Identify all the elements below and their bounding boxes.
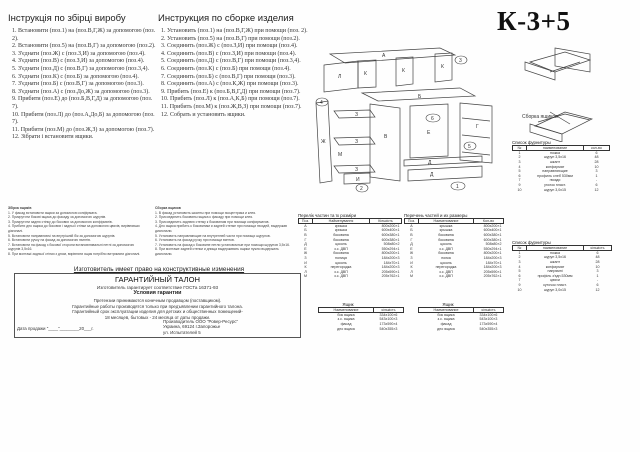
cell: 6	[596, 251, 599, 256]
cell: з.с. ящика	[337, 317, 355, 322]
warranty-title: ГАРАНТИЙНЫЙ ТАЛОН	[114, 275, 201, 284]
cell: 12	[594, 187, 599, 192]
cell: Е	[410, 246, 413, 251]
cell: Ж	[303, 251, 308, 256]
svg-text:В: В	[384, 134, 388, 140]
svg-text:Л: Л	[338, 74, 342, 80]
cell: 173х590×4	[479, 321, 498, 326]
sale-date: Дата продажи "____"________20___г.	[17, 326, 94, 331]
step: 5. З'єднати (поз.Д) с (поз.В,Г) за допомогою (поз.3,4).	[12, 65, 149, 72]
cell: 6	[595, 182, 598, 187]
col-header: Поз.	[299, 219, 313, 224]
step: 12. Зібрати і встановити ящики.	[12, 134, 94, 141]
cell: 334х100×6	[379, 313, 398, 318]
cell: боковина	[333, 237, 349, 242]
hardware-table	[512, 145, 610, 192]
instructions-ru	[158, 13, 308, 119]
cell: шуруп 3,5х16	[543, 255, 567, 260]
cell: 6	[595, 151, 598, 156]
cell: боковина	[438, 251, 454, 256]
cell: 184х200×3	[483, 265, 502, 270]
cell: 10	[517, 287, 522, 292]
col-header: Наименование	[419, 219, 474, 224]
parts-list-ru	[404, 213, 504, 279]
warranty-conditions	[15, 298, 300, 320]
svg-text:Е: Е	[427, 130, 431, 136]
cell: Е	[304, 246, 307, 251]
manufacturer-line: ул. Испытателей 5	[163, 329, 201, 335]
cell: 2	[518, 155, 521, 160]
cell: 5	[518, 169, 521, 174]
table-row	[319, 326, 404, 331]
cell: 800х200×1	[483, 224, 502, 229]
cell: 543х100×3	[479, 317, 498, 322]
cell: 205х590×1	[381, 269, 400, 274]
cell: 48	[595, 255, 600, 260]
drawer-parts-list-2	[418, 302, 504, 331]
cell: 5	[518, 269, 521, 274]
manufacturer-line: Производитель ООО "Ровер-Ресурс"	[163, 319, 239, 324]
drawer-parts-title: Ящик	[442, 302, 454, 307]
cell: Л	[304, 269, 307, 274]
hardware-table	[512, 245, 612, 292]
svg-text:Б: Б	[418, 94, 422, 100]
cell: 600х380×1	[381, 237, 400, 242]
cell: 10	[517, 187, 522, 192]
cell: шуруп 3,0х15	[543, 287, 567, 292]
cell: крышка	[439, 224, 453, 229]
step: 8. При монтажі задньої стінки з дном, вирівняти ящик потрібно витримати діагоналі.	[8, 251, 141, 256]
step: 9. Прибить (поз.Е) к (поз.Б,В,Г,Д) при помощи (поз.7).	[161, 88, 301, 95]
warranty-line: Гарантийные работы производятся только при предъявлении гарантийного талона.	[72, 303, 243, 309]
cell: 334х100×6	[479, 313, 498, 318]
step: 1. Встановити (поз.1) на (поз.В,Г,Ж) за допомогою (поз. 2).	[12, 28, 156, 42]
col-header: наименование	[527, 246, 584, 251]
step: 1. Установить (поз.1) на (поз.В,Г,Ж) при помощи (поз. 2).	[161, 28, 308, 34]
table-row	[513, 287, 612, 292]
cell: 540х355×3	[379, 326, 398, 331]
svg-text:3: 3	[459, 58, 462, 64]
drawer-diagram	[520, 42, 630, 152]
col-header: наименование	[527, 146, 584, 151]
drawer-assembly-ru-title: Сборка ящиков	[155, 206, 181, 210]
step: 2. Встановити (поз.5) на (поз.В,Г) за допомогою (поз.2).	[12, 43, 156, 50]
col-header: кількість	[474, 308, 504, 313]
cell: 540х355×3	[479, 326, 498, 331]
svg-text:М: М	[338, 152, 343, 158]
step: 2. Установить (поз.5) на (поз.В,Г) при помощи (поз.2).	[161, 35, 300, 42]
cell: З	[304, 255, 307, 260]
cell: уголок пласт.	[544, 182, 566, 187]
svg-text:З: З	[355, 167, 359, 173]
cell: цоколь	[335, 260, 347, 265]
cell: боковина	[333, 251, 349, 256]
cell: 1	[518, 251, 521, 256]
svg-text:Ж: Ж	[321, 139, 326, 145]
step: 5. Установить направляющие на внутренней части при помощи шурупов.	[155, 233, 271, 238]
cell: з.с. ДВП	[334, 269, 348, 274]
step: 2. Присоединить боковины ящика к фасаду при помощи клея.	[155, 215, 253, 220]
svg-text:1: 1	[456, 184, 459, 190]
cell: А	[410, 224, 413, 229]
step: 6. Соединить (поз.К) с (поз.Б) при помощи (поз.4).	[161, 65, 291, 72]
drawer-parts-list-1	[318, 302, 404, 331]
svg-text:6: 6	[431, 116, 434, 122]
cell: 3	[596, 269, 599, 274]
cell: 1	[595, 173, 598, 178]
cell: 6	[518, 173, 521, 178]
cell: 1	[518, 151, 521, 156]
cell: И	[304, 260, 307, 265]
step: 8. Соединить (поз.А) с (поз.К,Ж) при помощи (поз.3).	[161, 81, 299, 88]
cell: 184х200×3	[483, 255, 502, 260]
step: 9. Прибити (поз.Е) до (поз.Б,В,Г,Д) за допомогою (поз. 7).	[12, 96, 153, 110]
step: 4. Дно ящика прибить к боковинам и задней стенке при помощи гвоздей, выдержав диагонали.	[155, 224, 287, 233]
cell: 205х590×1	[483, 269, 502, 274]
drawer-parts-title: Ящик	[342, 302, 354, 307]
cell: конфирмат	[545, 264, 565, 269]
cell: дно ящика	[337, 326, 355, 331]
hardware-list-2	[512, 240, 612, 292]
cell: 4	[518, 264, 521, 269]
cell: 600х400×1	[483, 228, 502, 233]
cell: 6	[518, 273, 521, 278]
cell: 600х400×1	[381, 228, 400, 233]
step: 5. Встановити направляючі на внутрішній бік за допомогою шурупів.	[8, 233, 116, 238]
cell: 800х200×1	[381, 251, 400, 256]
instructions-ua	[8, 13, 158, 142]
cell: цвяхи	[550, 278, 560, 283]
table-row	[405, 274, 504, 279]
step: 11. Прибити (поз.М) до (поз.Ж,З) за допомогою (поз.7).	[12, 126, 155, 133]
instructions-ua-title: Інструкція по збірці виробу	[8, 13, 126, 24]
table-row	[419, 326, 504, 331]
drawer-assembly-caption: Сборка ящиков	[522, 114, 558, 120]
step: 7. Соединить (поз.Б) с (поз.В,Г) при помощи (поз.3).	[161, 73, 296, 80]
svg-text:И: И	[356, 177, 360, 183]
cell: 543х100×3	[379, 317, 398, 322]
cell: 800х200×1	[381, 224, 400, 229]
cell: 3	[518, 159, 521, 164]
warranty-card	[14, 273, 301, 338]
cell: М	[304, 274, 307, 279]
cell: 600х380×1	[483, 232, 502, 237]
step: 3. З'єднати (поз.Ж) с (поз.З,И) за допомогою (поз.4).	[12, 50, 146, 57]
cell: напрямні	[547, 269, 563, 274]
cell: кришка	[334, 228, 348, 233]
svg-text:А: А	[382, 53, 386, 59]
svg-text:З: З	[355, 139, 359, 145]
col-header: кол-во	[584, 146, 610, 151]
cell: 10	[594, 164, 599, 169]
svg-text:З: З	[355, 112, 359, 118]
cell: В	[304, 232, 307, 237]
cell: фасад	[340, 321, 352, 326]
cell: 600х380×1	[381, 232, 400, 237]
cell: В	[410, 232, 413, 237]
step: 2. Прикрутити бокові ящика до фасаду за допомогою шурупів.	[8, 215, 107, 220]
cell: А	[304, 224, 307, 229]
cell: 7	[518, 178, 521, 183]
cell: 4	[518, 164, 521, 169]
svg-text:К: К	[441, 64, 444, 70]
cell: 10	[595, 264, 600, 269]
warranty-conditions-title: Условия гарантии	[133, 290, 182, 296]
cell: цоколь	[440, 242, 452, 247]
cell: 205х762×1	[381, 274, 400, 279]
manufacturer-line: Украина, 69124 г.Запорожье	[163, 324, 221, 330]
parts-list-title: Перечень частей и их размеры	[404, 213, 468, 218]
drawer-parts-table	[318, 307, 404, 331]
cell: 184х70×1	[485, 260, 502, 265]
cell: 3	[518, 259, 521, 264]
cell: Г	[304, 237, 307, 242]
instructions-ru-title: Инструкция по сборке изделия	[158, 13, 294, 24]
col-header: Наименование	[419, 308, 474, 313]
col-header: кількість	[374, 308, 404, 313]
cell: боковина	[438, 232, 454, 237]
cell: з.с. ДВП	[439, 269, 453, 274]
step: 10. Прибить (поз.Л) к (поз.А,К,Б) при помощи (поз.7).	[161, 96, 300, 103]
step: 7. З'єднати (поз.Б) с (поз.В,Г) за допомогою (поз.3).	[12, 81, 144, 88]
cell: М	[410, 274, 413, 279]
svg-text:5: 5	[468, 144, 471, 150]
cell: Г	[410, 237, 413, 242]
cell: з.с. ящика	[437, 317, 455, 322]
cell: бок ящика	[437, 313, 455, 318]
cell: профиль слеб 530мм	[537, 173, 573, 178]
col-header: Кількість	[370, 219, 402, 224]
cell: Б	[304, 228, 307, 233]
cell: 9	[518, 282, 521, 287]
cell: К	[304, 265, 307, 270]
cell: куточок пласт.	[543, 282, 567, 287]
cell: полка	[441, 255, 451, 260]
step: 12. Собрать и установить ящики.	[161, 111, 246, 118]
col-header: Наименование	[319, 308, 374, 313]
cell: гвозди	[549, 178, 561, 183]
cell: З	[410, 255, 413, 260]
drawer-assembly-ru	[155, 206, 295, 257]
cell: 600х380×1	[483, 237, 502, 242]
cell: -	[596, 278, 599, 283]
step: 11. Прибить (поз.М) к (поз.Ж,В,З) при помощи (поз.7).	[161, 103, 302, 110]
cell: шуруп 3,5х16	[543, 155, 567, 160]
cell: перегородка	[330, 265, 352, 270]
parts-table	[298, 218, 402, 279]
cell: з.с. ДВП	[334, 274, 348, 279]
step: 3. Прикрутити задню стінку до бокових за допомогою конфірматів.	[8, 219, 113, 224]
cell: шкант	[549, 159, 561, 164]
step: 7. Встановити на фасад з бокової сторони встановлювальні петлі за допомогою шурупів 3,5х16.	[8, 242, 135, 252]
cell: К	[410, 265, 413, 270]
cell: 508х80×2	[383, 242, 400, 247]
cell: 28	[594, 159, 599, 164]
cell: И	[410, 260, 413, 265]
cell: 508х80×2	[485, 242, 502, 247]
cell: боковина	[333, 232, 349, 237]
svg-text:2: 2	[360, 186, 363, 192]
cell: 48	[594, 155, 599, 160]
step: 4. З'єднати (поз.В) с (поз.З,И) за допомогою (поз.4).	[12, 58, 145, 65]
step: 4. Соединить (поз.В) с (поз.З,И) при помощи (поз.4).	[161, 50, 297, 57]
cell: направляющие	[542, 169, 568, 174]
manufacturer-info	[163, 319, 238, 335]
hardware-list-title: Список фурнитуры	[512, 140, 551, 145]
instructions-ua-steps	[8, 28, 158, 142]
cell: 550х294×1	[381, 246, 400, 251]
step: 3. Соединить (поз.Ж) с (поз.З,И) при помощи (поз.4).	[161, 43, 298, 50]
cell: крышка	[439, 228, 453, 233]
cell: 28	[595, 259, 600, 264]
cell: боковина	[438, 237, 454, 242]
warranty-line: 18 месяцев, бытовых - 24 месяца от даты продажи.	[104, 314, 211, 320]
step: 8. При монтаже задней стенки и днища выдерживать ящики нужно выдержать диагонали.	[155, 247, 279, 256]
cell: 173х590×4	[379, 321, 398, 326]
step: 6. З'єднати (поз.К) с (поз.Б) за допомогою (поз.4).	[12, 73, 139, 80]
cell: полиця	[335, 255, 347, 260]
cell: 184х200×3	[381, 265, 400, 270]
cell: конфирмат	[545, 164, 565, 169]
drawer-parts-table	[418, 307, 504, 331]
cell: шкант	[549, 259, 561, 264]
cell: 1	[596, 273, 599, 278]
manufacturer-notice: Изготовитель имеет право на конструктивные изменения	[73, 266, 245, 273]
drawer-assembly-ua-title: Збірка ящиків	[8, 206, 32, 210]
step: 6. Установить на фасад ручку при помощи винтов.	[155, 238, 235, 243]
cell: Л	[410, 269, 413, 274]
hardware-list-1	[512, 140, 610, 192]
step: 7. Установить на фасад к боковине петли установочные при помощи шурупов 3,5х16.	[155, 242, 290, 247]
step: 1. В фасад установить шканты при помощи эксцентрика и клея.	[155, 210, 257, 215]
instructions-ru-steps	[158, 28, 308, 119]
cell: 3	[595, 169, 598, 174]
drawer-assembly-ua	[8, 206, 146, 257]
cell: перегородка	[435, 265, 457, 270]
step: 8. З'єднати (поз.А) с (поз.До,Ж) за допомогою (поз.3).	[12, 88, 150, 95]
table-row	[299, 274, 402, 279]
cell: -	[595, 178, 598, 183]
warranty-standard: Изготовитель гарантирует соответствие ГОСТа 16371-93	[96, 285, 219, 290]
warranty-line: Претензии принимаются конечным продавцом (поставщиком).	[93, 298, 222, 303]
cell: Ж	[409, 251, 414, 256]
cell: шуруп 3,0х15	[543, 187, 567, 192]
col-header: №	[513, 246, 527, 251]
warranty-line: Гарантийный срок эксплуатации изделия для детских и общественных помещений-	[72, 309, 243, 315]
cell: цоколь	[440, 260, 452, 265]
cell: цоколь	[335, 242, 347, 247]
cell: 9	[518, 182, 521, 187]
cell: 205х762×1	[483, 274, 502, 279]
cell: 7	[518, 278, 521, 283]
cell: ножка	[550, 251, 560, 256]
cell: дно ящика	[437, 326, 455, 331]
step: 6. Встановити ручку на фасад за допомогою гвинтів.	[8, 238, 91, 243]
parts-table	[404, 218, 504, 279]
cell: Д	[304, 242, 307, 247]
cell: 6	[596, 282, 599, 287]
cell: Д	[410, 242, 413, 247]
svg-text:Д: Д	[430, 172, 434, 178]
cell: 550х294×1	[483, 246, 502, 251]
svg-text:Г: Г	[476, 124, 479, 130]
cell: фасад	[440, 321, 452, 326]
col-header: Кол-во	[474, 219, 504, 224]
cell: 800х200×1	[483, 251, 502, 256]
hardware-list-title: Список фурнитуры	[512, 240, 551, 245]
model-title: К-3+5	[497, 6, 571, 36]
exploded-assembly-diagram	[300, 38, 530, 193]
cell: профіль з'єдн.530мм	[537, 273, 573, 278]
col-header: №	[513, 146, 527, 151]
cell: з.с. ДВП	[439, 274, 453, 279]
parts-list-ua	[298, 213, 402, 279]
cell: 2	[518, 255, 521, 260]
step: 1. У фасад встановити ящики за допомогою конфірмата.	[8, 210, 98, 215]
cell: з.с. ДВП	[334, 246, 348, 251]
step: 5. Соединить (поз.Д) с (поз.В,Г) при помощи (поз.3,4).	[161, 58, 301, 65]
table-row	[513, 187, 610, 192]
step: 3. Присоединить заднюю стенку к боковинам при помощи конфирматов.	[155, 219, 270, 224]
step: 4. Прибити дно ящика до бокових і задньої стінки за допомогою цвяхів, вирівнявши діагоналі.	[8, 224, 140, 233]
cell: ножка	[550, 151, 560, 156]
cell: Б	[410, 228, 413, 233]
cell: бок ящика	[337, 313, 355, 318]
cell: кришка	[334, 224, 348, 229]
parts-list-title: Перелік частин та їх розміри	[298, 213, 357, 218]
cell: 184х70×1	[383, 260, 400, 265]
svg-text:К: К	[364, 71, 367, 77]
cell: 184х200×3	[381, 255, 400, 260]
cell: 12	[595, 287, 600, 292]
col-header: кількість	[584, 246, 612, 251]
step: 10. Прибити (поз.Л) до (поз.А,До,Б) за допомогою (поз. 7).	[12, 111, 155, 126]
cell: з.с. ДВП	[439, 246, 453, 251]
col-header: Найменування	[313, 219, 370, 224]
svg-text:Д: Д	[428, 160, 432, 166]
col-header: Поз.	[405, 219, 419, 224]
svg-text:К: К	[402, 68, 405, 74]
svg-text:4: 4	[320, 100, 323, 106]
